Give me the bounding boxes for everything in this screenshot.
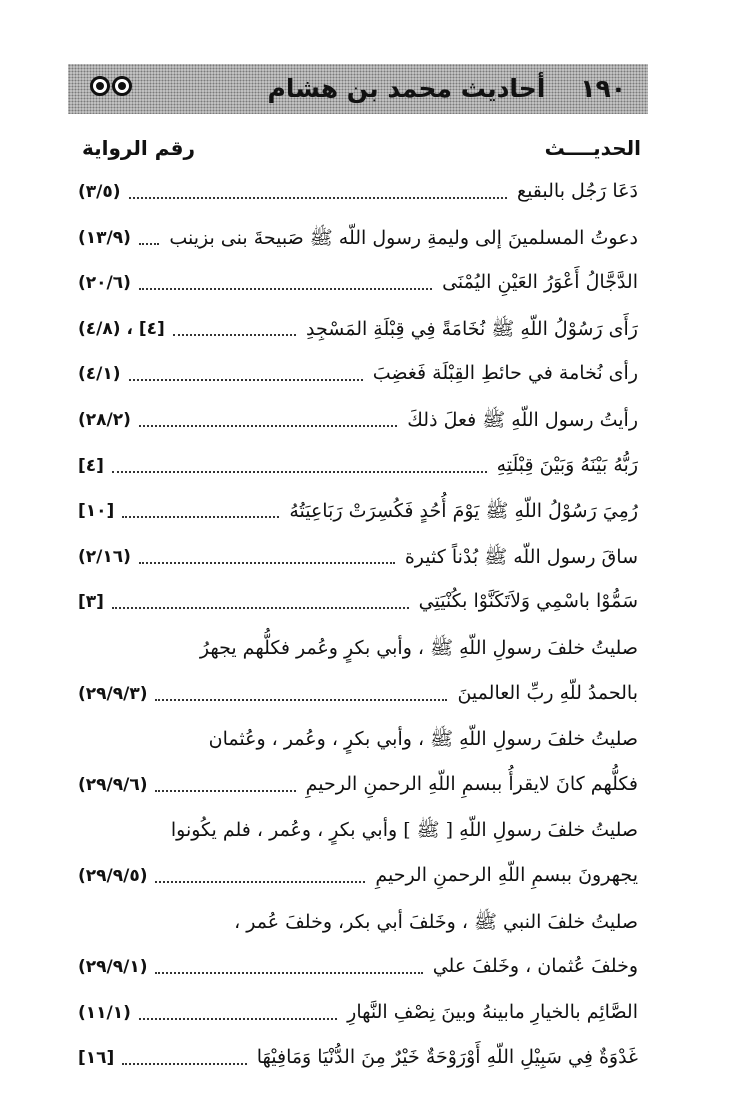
entry-text: صليتُ خلفَ رسولِ اللّهِ ﷺ ، وأبي بكرٍ ، وعُمر ، وعُثمان <box>208 728 638 751</box>
leader-dots <box>155 699 447 701</box>
entry-reference: (٣/٥) <box>78 182 121 202</box>
entry-text: وخلفَ عُثمان ، وخَلفَ علي <box>432 955 638 978</box>
entry-reference: (٢/١٦) <box>78 546 131 567</box>
index-entry <box>76 902 638 948</box>
column-heading-number: رقم الرواية <box>82 136 195 160</box>
index-entry <box>76 172 638 218</box>
entry-reference: (٢٠/٦) <box>78 273 131 294</box>
leader-dots <box>129 379 363 381</box>
running-head <box>268 74 626 103</box>
entry-reference: (٢٩/٩/٣) <box>78 683 148 704</box>
entry-text: يجهرونَ ببسمِ اللّهِ الرحمنِ الرحيمِ <box>375 863 638 886</box>
index-entry <box>76 582 638 628</box>
entry-text: رأى نُخامة في حائطِ القِبْلَة فَغضِبَ <box>372 362 638 385</box>
index-entry <box>76 537 638 583</box>
entry-text: صليتُ خلفَ النبي ﷺ ، وخَلفَ أبي بكر، وخلفَ عُمر ، <box>234 910 638 933</box>
entry-text: غَدْوَةٌ فِي سَبِيْلِ اللّهِ أَوْرَوْحَةٌ خَيْرٌ مِنَ الدُّنْيَا وَمَافِيْهَا <box>256 1046 638 1069</box>
entry-text: سَمُّوْا باسْمِي وَلاَتَكَنَّوْا بكُنْيَتِي <box>418 590 638 613</box>
leader-dots <box>139 562 395 564</box>
entry-text: صليتُ خلفَ رسولِ اللّهِ [ ﷺ ] وأبي بكرٍ ، وعُمر ، فلم يكُونوا <box>170 819 638 842</box>
leader-dots <box>139 425 397 427</box>
entry-text: رَبُّهُ بَيْنَهُ وَبَيْنَ قِبْلَتِهِ <box>496 453 638 476</box>
index-entry <box>76 446 638 492</box>
index-entry <box>76 765 638 811</box>
index-entry <box>76 354 638 400</box>
entry-text: صليتُ خلفَ رسولِ اللّهِ ﷺ ، وأبي بكرٍ وعُمر فكلُّهم يجهرُ <box>199 636 638 659</box>
index-entry <box>76 947 638 993</box>
index-entry <box>76 628 638 674</box>
leader-dots <box>155 881 365 883</box>
leader-dots <box>122 516 279 518</box>
index-entry <box>76 309 638 355</box>
index-entry <box>76 400 638 446</box>
page-header <box>68 64 648 114</box>
entry-reference: (٢٩/٩/٥) <box>78 865 148 886</box>
leader-dots <box>139 1018 337 1020</box>
entry-reference: (٢٨/٢) <box>78 409 131 430</box>
index-entry <box>76 993 638 1039</box>
entry-text: دَعَا رَجُل بالبقيع <box>516 180 638 202</box>
entry-reference: (١١/١) <box>78 1002 131 1023</box>
entry-text: بالحمدُ للّهِ ربِّ العالمينَ <box>457 681 638 704</box>
entry-text: رَأَى رَسُوْلُ اللّهِ ﷺ نُخَامَةً فِي قِبْلَةِ المَسْجِدِ <box>306 317 638 340</box>
leader-dots <box>112 607 409 609</box>
book-title: أحاديث محمد بن هشام <box>267 74 546 103</box>
entry-reference: (٢٩/٩/٦) <box>78 774 148 795</box>
leader-dots <box>139 243 159 245</box>
leader-dots <box>173 334 296 336</box>
entry-text: الدَّجَّالُ أَعْوَرُ العَيْنِ اليُمْنَى <box>442 271 638 294</box>
index-entry <box>76 218 638 264</box>
entry-reference: (٢٩/٩/١) <box>78 957 148 978</box>
leader-dots <box>155 972 423 974</box>
entry-reference: (١٣/٩) <box>78 227 131 248</box>
entry-text: فكلُّهم كانَ لايقرأُ ببسمِ اللّهِ الرحمنِ الرحيمِ <box>305 772 638 795</box>
index-entry <box>76 719 638 765</box>
entry-reference: [٣] <box>78 592 104 613</box>
column-heading-hadith: الحديــــث <box>544 136 641 160</box>
entry-reference: [٤] <box>78 455 104 476</box>
entry-text: دعوتُ المسلمينَ إلى وليمةِ رسول اللّه ﷺ صَبيحةَ بنى بزينب <box>169 226 638 249</box>
index-entry <box>76 263 638 309</box>
leader-dots <box>122 1063 247 1065</box>
leader-dots <box>112 471 487 473</box>
entry-reference: (٤/٨) ، [٤] <box>78 318 165 339</box>
entry-text: رُمِيَ رَسُوْلُ اللّهِ ﷺ يَوْمَ أُحُدٍ فَكُسِرَتْ رَبَاعِيَتُهُ <box>289 500 638 523</box>
entry-text: ساقَ رسول اللّه ﷺ بُدْناً كثيرة <box>404 545 638 568</box>
leader-dots <box>155 790 296 792</box>
entry-text: رأيتُ رسول اللّهِ ﷺ فعلَ ذلكَ <box>407 408 638 431</box>
index-entry <box>76 1038 638 1084</box>
index-entry <box>76 491 638 537</box>
entry-text: الصَّائِم بالخيارِ مابينهُ وبينَ نِصْفِ النَّهارِ <box>347 1000 638 1023</box>
entry-reference: [١٦] <box>78 1048 115 1069</box>
leader-dots <box>139 288 432 290</box>
page-number: ١٩٠ <box>580 74 626 103</box>
hadith-index-list <box>76 172 638 1084</box>
leader-dots <box>129 197 507 199</box>
index-entry <box>76 856 638 902</box>
index-entry <box>76 810 638 856</box>
entry-reference: [١٠] <box>78 501 115 522</box>
ornament-icon <box>90 76 132 96</box>
entry-reference: (٤/١) <box>78 364 121 385</box>
index-entry <box>76 674 638 720</box>
